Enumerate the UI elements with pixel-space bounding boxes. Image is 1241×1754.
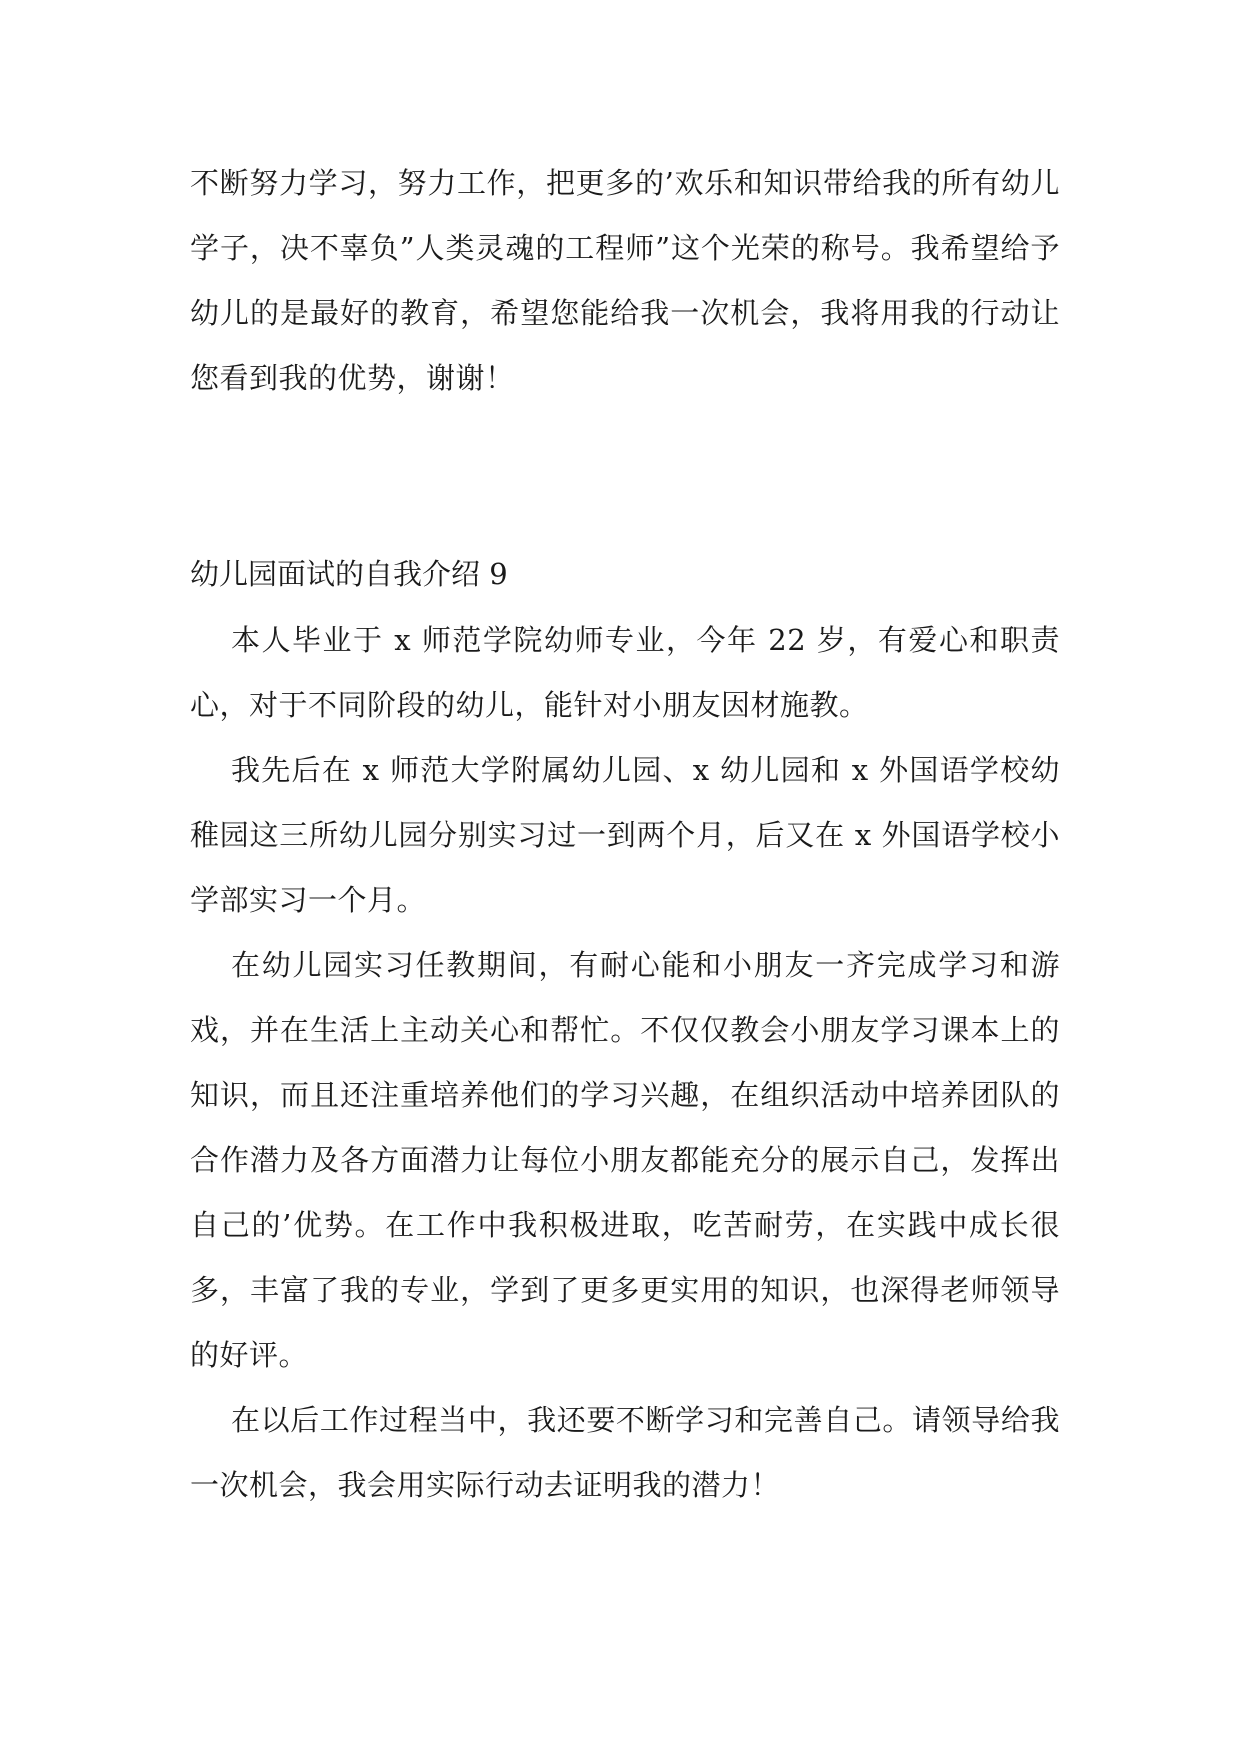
paragraph-2: 我先后在 x 师范大学附属幼儿园、x 幼儿园和 x 外国语学校幼稚园这三所幼儿园分别实习过一到两个月，后又在 x 外国语学校小学部实习一个月。 bbox=[190, 753, 1060, 917]
paragraph-3: 在幼儿园实习任教期间，有耐心能和小朋友一齐完成学习和游戏，并在生活上主动关心和帮忙。不仅仅教会小朋友学习课本上的知识，而且还注重培养他们的学习兴趣，在组织活动中培养团队的合作潜力及各方面潜力让每位小朋友都能充分的展示自己，发挥出自己的’优势。在工作中我积极进取，吃苦耐劳，在实践中成长很多，丰富了我的专业，学到了更多更实用的知识，也深得老师领导的好评。 bbox=[190, 948, 1060, 1372]
section-title: 幼儿园面试的自我介绍 9 bbox=[190, 557, 508, 591]
paragraph-4: 在以后工作过程当中，我还要不断学习和完善自己。请领导给我一次机会，我会用实际行动去证明我的潜力！ bbox=[190, 1403, 1060, 1502]
body-text-block bbox=[190, 608, 1060, 1518]
paragraph-1: 本人毕业于 x 师范学院幼师专业，今年 22 岁，有爱心和职责心，对于不同阶段的幼儿，能针对小朋友因材施教。 bbox=[190, 623, 1060, 722]
continuation-paragraph: 不断努力学习，努力工作，把更多的’欢乐和知识带给我的所有幼儿学子，决不辜负”人类灵魂的工程师”这个光荣的称号。我希望给予幼儿的是最好的教育，希望您能给我一次机会，我将用我的行动让您看到我的优势，谢谢！ bbox=[190, 166, 1060, 395]
continuation-block bbox=[190, 151, 1060, 411]
